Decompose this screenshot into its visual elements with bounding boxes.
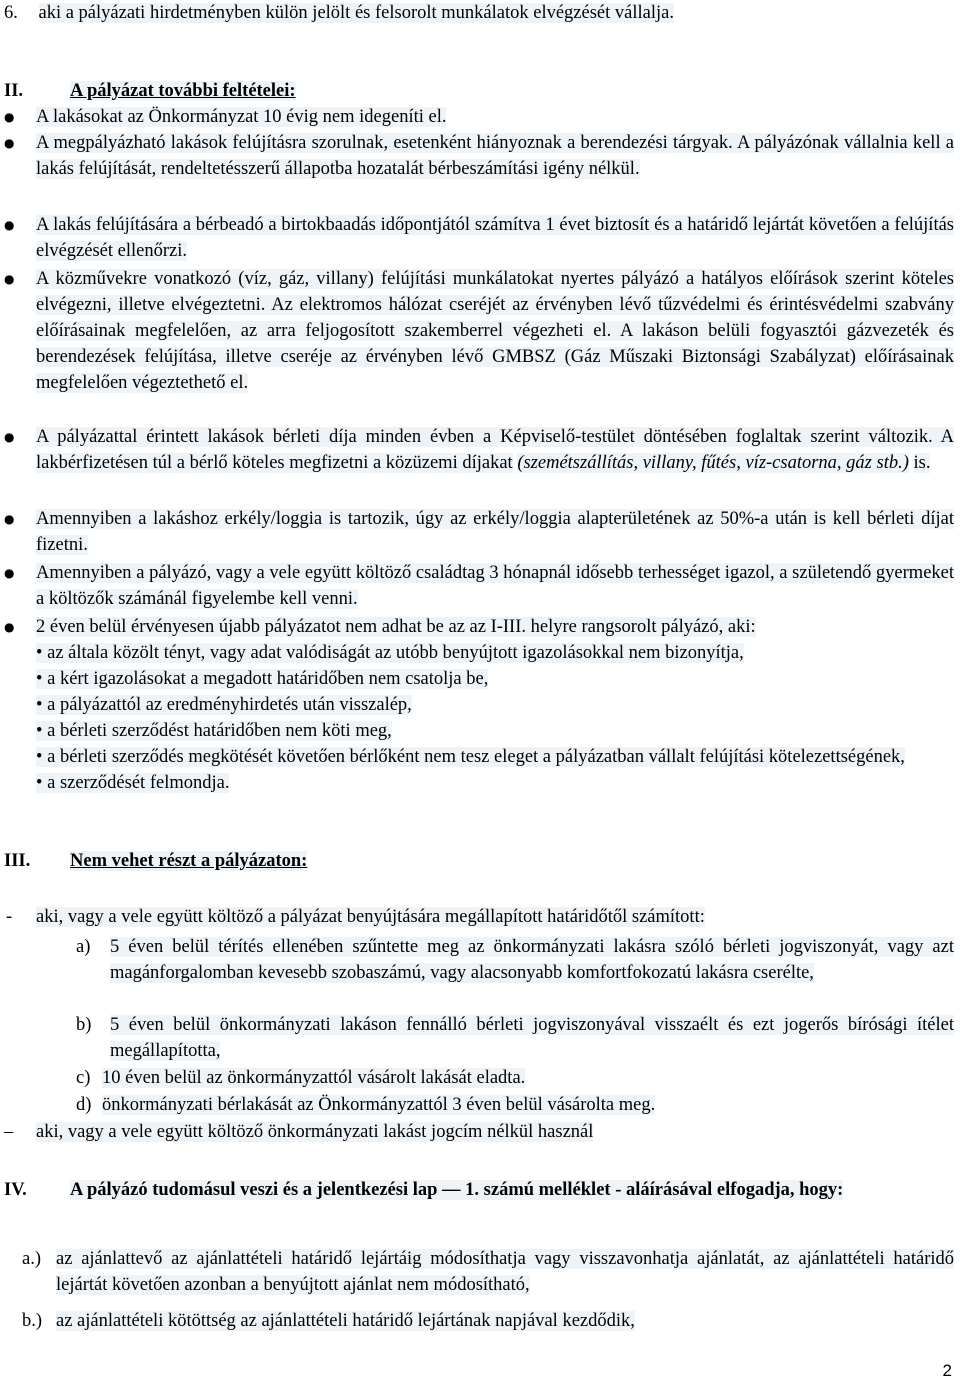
sub-item: • a szerződését felmondja. xyxy=(36,773,230,793)
item-mark-a: a) xyxy=(76,937,91,957)
item-mark-c: c) xyxy=(76,1068,91,1088)
sub-item: • a bérleti szerződést határidőben nem köti meg, xyxy=(36,721,392,741)
bullet-icon: ● xyxy=(4,620,15,634)
sec2-bullet-3: A lakás felújítására a bérbeadó a birtokbaadás időpontjától számítva 1 évet biztosít és a határidő lejártát követően a felújítás elvégzését ellenőrzi. xyxy=(36,215,954,261)
sec2-bullet-8: 2 éven belül érvényesen újabb pályázatot nem adhat be az az I-III. helyre rangsorolt pályázó, aki: • az általa közölt tényt, vagy adat valódiságát az utóbb benyújtott igazolásokkal nem bizonyítja, • a kért igazolásokat a megadott határidőben nem csatolja be, • a pályázattól az eredményhirdetés után visszalép, • a bérleti szerződést határidőben nem köti meg, • a bérleti szerződés megkötését követően bérlőként nem tesz eleget a pályázatban vállalt felújítási kötelezettségének, • a szerződését felmondja. xyxy=(36,617,905,793)
item-mark-a: a.) xyxy=(22,1249,41,1269)
section-2-heading xyxy=(4,78,23,104)
sec3-item-b: 5 éven belül önkormányzati lakáson fennálló bérleti jogviszonyával visszaélt és ezt jogerős bírósági ítélet megállapította, xyxy=(110,1015,954,1061)
section-3-title-wrap xyxy=(70,848,307,874)
sub-item: • a kért igazolásokat a megadott határidőben nem csatolja be, xyxy=(36,669,489,689)
section-3-title: Nem vehet részt a pályázaton: xyxy=(70,851,308,871)
item-6 xyxy=(4,0,954,26)
bullet-icon: ● xyxy=(4,272,15,286)
sec3-dash-2: aki, vagy a vele együtt költöző önkormányzati lakást jogcím nélkül használ xyxy=(36,1122,594,1142)
sec2-bullet-7: Amennyiben a pályázó, vagy a vele együtt költöző családtag 3 hónapnál idősebb terhességet igazol, a születendő gyermeket a költözők számánál figyelembe kell venni. xyxy=(36,563,954,609)
dash-mark: – xyxy=(4,1122,14,1142)
sub-item: • a bérleti szerződés megkötését követően bérlőként nem tesz eleget a pályázatban vállalt felújítási kötelezettségének, xyxy=(36,747,905,767)
sec3-dash-1: aki, vagy a vele együtt költöző a pályázat benyújtására megállapított határidőtől számított: xyxy=(36,907,705,927)
section-2-title-wrap xyxy=(70,78,296,104)
section-3-number: III. xyxy=(4,851,31,871)
sub-item: • az általa közölt tényt, vagy adat valódiságát az utóbb benyújtott igazolásokkal nem bizonyítja, xyxy=(36,643,744,663)
sec2-bullet-2: A megpályázható lakások felújításra szorulnak, esetenként hiányoznak a berendezési tárgyak. A pályázónak vállalnia kell a lakás felújítását, rendeltetésszerű állapotba hozatalát bérbeszámítási igény nélkül. xyxy=(36,133,954,179)
section-4-number: IV. xyxy=(4,1180,27,1200)
item-mark-d: d) xyxy=(76,1095,92,1115)
bullet-icon: ● xyxy=(4,430,15,444)
sec3-item-c: 10 éven belül az önkormányzattól vásárolt lakását eladta. xyxy=(102,1068,526,1088)
item-mark-b: b) xyxy=(76,1015,92,1035)
sec4-item-b: az ajánlattételi kötöttség az ajánlattételi határidő lejártának napjával kezdődik, xyxy=(56,1311,635,1331)
utility-list: (szemétszállítás, villany, fűtés, víz-csatorna, gáz stb.) xyxy=(517,453,909,473)
bullet-icon: ● xyxy=(4,136,15,150)
page-number: 2 xyxy=(942,1361,952,1380)
item-mark-b: b.) xyxy=(22,1311,43,1331)
sec2-bullet-5: A pályázattal érintett lakások bérleti díja minden évben a Képviselő-testület döntésében foglaltak szerint változik. A lakbérfizetésen túl a bérlő köteles megfizetni a közüzemi díjakat (szemétszállítás, villany, fűtés, víz-csatorna, gáz stb.) is. xyxy=(36,427,954,473)
sec3-item-d: önkormányzati bérlakását az Önkormányzattól 3 éven belül vásárolta meg. xyxy=(102,1095,656,1115)
item-6-number: 6. xyxy=(4,3,18,23)
bullet-icon: ● xyxy=(4,566,15,580)
sec2-bullet-1: A lakásokat az Önkormányzat 10 évig nem idegeníti el. xyxy=(36,107,447,127)
sec3-item-a: 5 éven belül térítés ellenében szűntette meg az önkormányzati lakásra szóló bérleti jogviszonyát, vagy azt magánforgalomban kevesebb szobaszámú, vagy alacsonyabb komfortfokozatú lakásra cserélte, xyxy=(110,937,954,983)
sec2-bullet-4: A közművekre vonatkozó (víz, gáz, villany) felújítási munkálatokat nyertes pályázó a hatályos előírások szerint köteles elvégezni, illetve elvégeztetni. Az elektromos hálózat cseréjét az érvényben lévő tűzvédelmi és érintésvédelmi szabvány előírásainak megfelelően, az arra feljogosított szakemberrel végezheti el. A lakáson belüli fogyasztói gázvezeték és berendezések felújítása, illetve cseréje az érvényben lévő GMBSZ (Gáz Műszaki Biztonsági Szabályzat) előírásainak megfelelően végeztethető el. xyxy=(36,269,954,393)
dash-mark: - xyxy=(6,907,13,927)
section-2-title: A pályázat további feltételei: xyxy=(70,81,296,101)
section-4-title: A pályázó tudomásul veszi és a jelentkezési lap — 1. számú melléklet - aláírásával elfogadja, hogy: xyxy=(70,1180,844,1200)
bullet-icon: ● xyxy=(4,110,15,124)
sec4-item-a: az ajánlattevő az ajánlattételi határidő lejártáig módosíthatja vagy visszavonhatja ajánlatát, az ajánlattételi határidő lejártát követően azonban a benyújtott ajánlat nem módosítható, xyxy=(56,1249,954,1295)
sub-item: • a pályázattól az eredményhirdetés után visszalép, xyxy=(36,695,412,715)
item-6-text: aki a pályázati hirdetményben külön jelölt és felsorolt munkálatok elvégzését vállalja. xyxy=(38,3,674,23)
bullet-icon: ● xyxy=(4,512,15,526)
section-2-number: II. xyxy=(4,81,24,101)
bullet-icon: ● xyxy=(4,218,15,232)
sec2-bullet-6: Amennyiben a lakáshoz erkély/loggia is tartozik, úgy az erkély/loggia alapterületének az 50%-a után is kell bérleti díjat fizetni. xyxy=(36,509,954,555)
